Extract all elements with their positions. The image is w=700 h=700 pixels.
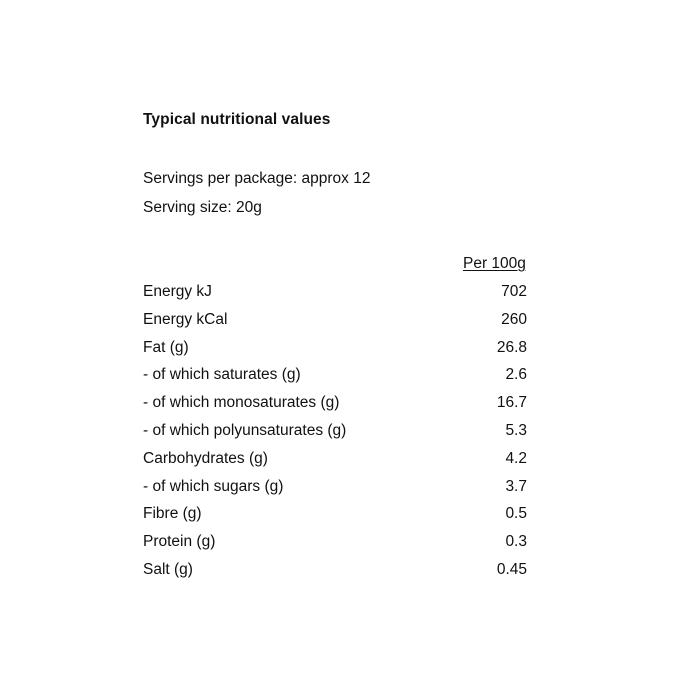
table-row xyxy=(143,533,543,561)
table-row xyxy=(143,422,543,450)
per-100g-column-header: Per 100g xyxy=(463,255,526,272)
page-title: Typical nutritional values xyxy=(143,111,331,128)
serving-size: Serving size: 20g xyxy=(143,199,262,216)
row-value: 16.7 xyxy=(496,394,527,412)
row-label: Carbohydrates (g) xyxy=(143,449,268,467)
row-value: 0.3 xyxy=(505,533,527,551)
row-value: 5.3 xyxy=(505,421,527,439)
table-row xyxy=(143,311,543,339)
row-value: 702 xyxy=(501,283,527,300)
table-row xyxy=(143,283,543,311)
row-label: - of which polyunsaturates (g) xyxy=(143,421,347,439)
table-row xyxy=(143,561,543,589)
table-row xyxy=(143,394,543,422)
row-value: 3.7 xyxy=(505,477,527,495)
table-row xyxy=(143,366,543,394)
row-label: Fat (g) xyxy=(143,338,189,356)
row-value: 0.45 xyxy=(496,560,527,578)
table-row xyxy=(143,478,543,506)
servings-per-package: Servings per package: approx 12 xyxy=(143,170,371,187)
row-value: 26.8 xyxy=(496,338,527,356)
table-row xyxy=(143,505,543,533)
table-row xyxy=(143,339,543,367)
row-value: 4.2 xyxy=(505,449,527,467)
row-label: Energy kJ xyxy=(143,283,212,300)
row-value: 2.6 xyxy=(505,366,527,384)
row-label: Fibre (g) xyxy=(143,505,202,523)
row-label: - of which saturates (g) xyxy=(143,366,301,384)
row-value: 260 xyxy=(501,310,527,328)
row-label: Protein (g) xyxy=(143,533,216,551)
row-label: Energy kCal xyxy=(143,310,228,328)
row-label: Salt (g) xyxy=(143,560,193,578)
nutrition-table xyxy=(143,283,543,589)
table-row xyxy=(143,450,543,478)
row-value: 0.5 xyxy=(505,505,527,523)
row-label: - of which sugars (g) xyxy=(143,477,284,495)
row-label: - of which monosaturates (g) xyxy=(143,394,340,412)
